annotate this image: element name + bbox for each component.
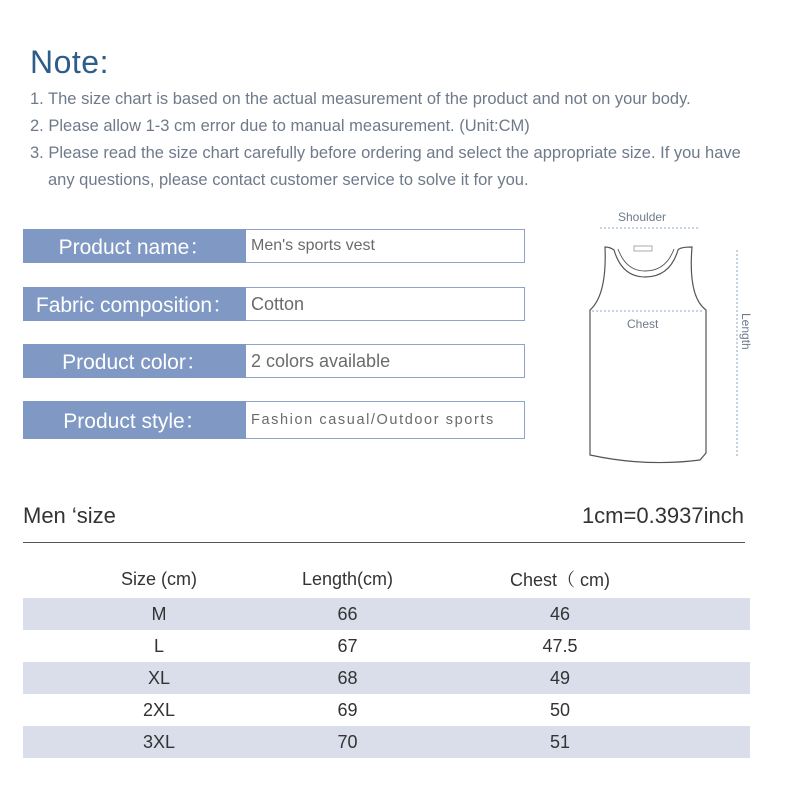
info-value: Men's sports vest (246, 229, 525, 263)
divider (23, 542, 745, 543)
info-value: 2 colors available (246, 344, 525, 378)
vest-outline-icon (590, 246, 706, 463)
info-label: Fabric composition： (23, 287, 246, 321)
size-section-title: Men ‘size (23, 503, 116, 528)
unit-conversion: 1cm=0.3937inch (581, 503, 744, 528)
vest-diagram (570, 205, 770, 480)
info-label: Product style： (23, 401, 246, 439)
header-length: Length(cm) (301, 568, 394, 589)
shoulder-label: Shoulder (618, 210, 667, 224)
cell-length: 66 (337, 603, 358, 624)
length-label: Length (739, 313, 753, 350)
table-row (23, 662, 750, 694)
info-label: Product color： (23, 344, 246, 378)
cell-chest: 49 (549, 667, 571, 688)
info-row-product-name (23, 229, 525, 263)
cell-chest: 50 (549, 699, 571, 720)
info-value: Cotton (246, 287, 525, 321)
note-line-3-continued: any questions, please contact customer service to solve it for you. (48, 171, 529, 189)
note-line-2: 2. Please allow 1-3 cm error due to manual measurement. (Unit:CM) (30, 117, 530, 135)
cell-size: 2XL (142, 699, 176, 720)
cell-size: M (151, 603, 167, 624)
note-line-3: 3. Please read the size chart carefully before ordering and select the appropriate size. If you have (30, 144, 741, 162)
size-table (23, 560, 750, 758)
info-value: Fashion casual/Outdoor sports (246, 401, 525, 439)
cell-size: L (153, 635, 164, 656)
info-row-color (23, 344, 525, 378)
cell-length: 70 (337, 731, 358, 752)
cell-chest: 46 (549, 603, 571, 624)
header-chest: Chest（ cm) (509, 570, 610, 590)
table-header (23, 560, 750, 598)
cell-size: XL (147, 667, 171, 688)
table-row (23, 694, 750, 726)
note-title: Note: (30, 44, 109, 80)
header-size: Size (cm) (121, 568, 197, 589)
cell-size: 3XL (142, 731, 176, 752)
note-list (30, 86, 775, 194)
cell-length: 68 (337, 667, 358, 688)
table-row (23, 630, 750, 662)
cell-length: 67 (337, 635, 358, 656)
info-row-style (23, 401, 525, 439)
note-line-1: 1. The size chart is based on the actual measurement of the product and not on your body. (30, 90, 691, 108)
table-row (23, 598, 750, 630)
info-label: Product name： (23, 229, 246, 263)
table-row (23, 726, 750, 758)
cell-chest: 47.5 (542, 635, 578, 656)
cell-length: 69 (337, 699, 358, 720)
info-row-fabric (23, 287, 525, 321)
cell-chest: 51 (549, 731, 571, 752)
chest-label: Chest (627, 317, 659, 331)
